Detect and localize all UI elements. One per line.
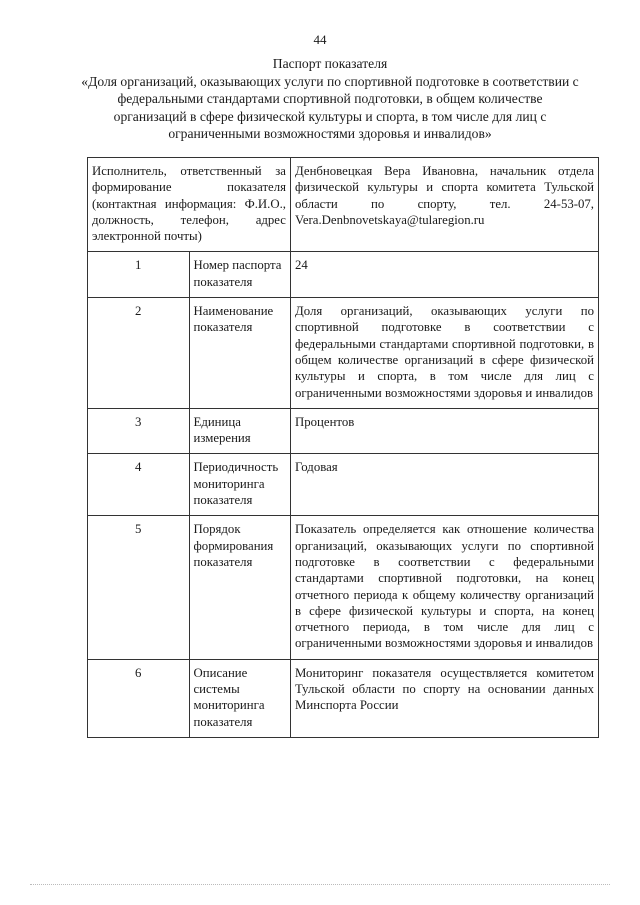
table-row (88, 408, 599, 454)
scan-artifact-divider (30, 884, 610, 886)
executor-label: Исполнитель, ответственный за формирование показателя (контактная информация: Ф.И.О., должность, телефон, адрес электронной почты) (88, 158, 291, 252)
table-row (88, 516, 599, 659)
row-number: 5 (88, 516, 190, 659)
indicator-passport-table (87, 157, 599, 738)
table-row-executor (88, 158, 599, 252)
row-value: 24 (291, 252, 599, 298)
row-value: Доля организаций, оказывающих услуги по спортивной подготовке в соответствии с федеральными стандартами спортивной подготовки, в общем количестве организаций в сфере физической культуры и спорта, в том числе для лиц с ограниченными возможностями здоровья и инвалидов (291, 298, 599, 409)
document-title (80, 55, 580, 143)
row-name: Номер паспорта показателя (189, 252, 291, 298)
row-value: Показатель определяется как отношение количества организаций, оказывающих услуги по спортивной подготовке в соответствии с федеральными стандартами спортивной подготовки, на конец отчетного периода к общему количеству организаций в сфере физической культуры и спорта, на конец отчетного периода, в том числе для лиц с ограниченными возможностями здоровья и инвалидов (291, 516, 599, 659)
row-number: 3 (88, 408, 190, 454)
title-indicator-name: «Доля организаций, оказывающих услуги по спортивной подготовке в соответствии с федеральными стандартами спортивной подготовки, в общем количестве организаций в сфере физической культуры и спорта, в том числе для лиц с ограниченными возможностями здоровья и инвалидов» (81, 73, 579, 141)
row-name: Порядок формирования показателя (189, 516, 291, 659)
page-number: 44 (313, 32, 327, 47)
row-number: 6 (88, 659, 190, 737)
table-row (88, 252, 599, 298)
table-row (88, 659, 599, 737)
row-name: Единица измерения (189, 408, 291, 454)
row-number: 1 (88, 252, 190, 298)
executor-value: Денбновецкая Вера Ивановна, начальник отдела физической культуры и спорта комитета Тульской области по спорту, тел. 24-53-07, Vera.Denbnovetskaya@tularegion.ru (291, 158, 599, 252)
row-number: 2 (88, 298, 190, 409)
row-name: Наименование показателя (189, 298, 291, 409)
row-value: Мониторинг показателя осуществляется комитетом Тульской области по спорту на основании данных Минспорта России (291, 659, 599, 737)
row-name: Описание системы мониторинга показателя (189, 659, 291, 737)
row-value: Процентов (291, 408, 599, 454)
row-number: 4 (88, 454, 190, 516)
table-row (88, 298, 599, 409)
title-heading: Паспорт показателя (272, 56, 388, 71)
row-name: Периодичность мониторинга показателя (189, 454, 291, 516)
table-row (88, 454, 599, 516)
row-value: Годовая (291, 454, 599, 516)
